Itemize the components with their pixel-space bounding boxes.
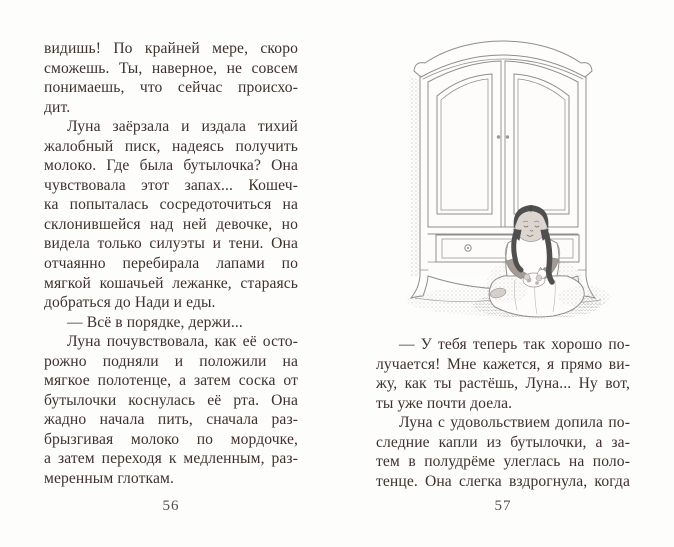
text-line: жадно начала пить, сначала раз- bbox=[44, 411, 298, 429]
text-line: рожно подняли и положили на bbox=[44, 352, 298, 370]
text-line: — У тебя теперь так хорошо по- bbox=[399, 336, 630, 353]
text-line: сможешь. Ты, наверное, не совсем bbox=[44, 59, 298, 77]
girl-left-shadow bbox=[487, 277, 527, 303]
page-57-text-column bbox=[376, 335, 630, 491]
girl-right-hand bbox=[536, 275, 542, 281]
text-line: — Всё в порядке, держи... bbox=[67, 313, 243, 331]
text-line: склонившейся над ней девочке, но bbox=[44, 215, 298, 233]
text-line: Луна заёрзала и издала тихий bbox=[67, 118, 298, 136]
text-line: мягкой кошачьей лежанке, стараясь bbox=[44, 274, 298, 292]
text-line: видела только силуэты и тени. Она bbox=[44, 235, 298, 253]
text-line: лучается! Мне кажется, я прямо ви- bbox=[376, 355, 630, 373]
wardrobe bbox=[411, 41, 595, 298]
text-line: мягкое полотенце, а затем соска от bbox=[44, 372, 298, 390]
side-shading bbox=[409, 76, 421, 276]
page-56-text-column bbox=[44, 39, 298, 489]
text-line: следние капли из бутылочки, а за- bbox=[376, 433, 630, 451]
text-line: добраться до Нади и еды. bbox=[44, 294, 216, 312]
text-line: тенце. Она слегка вздрогнула, когда bbox=[376, 472, 630, 490]
text-line: молоко. Где была бутылочка? Она bbox=[44, 157, 298, 175]
girl-right-shadow bbox=[559, 286, 611, 308]
text-line: чувствовала этот запах... Кошеч- bbox=[44, 176, 298, 194]
text-line: понимаешь, что сейчас происхо- bbox=[44, 79, 298, 97]
girl-left-hand bbox=[524, 274, 530, 280]
text-line: брызгивая молоко по мордочке, bbox=[44, 430, 298, 448]
text-line: тем в полудрёме улеглась на поло- bbox=[376, 453, 630, 471]
text-line: меренным глоткам. bbox=[44, 470, 174, 488]
text-line: дит. bbox=[44, 98, 71, 116]
text-line: а затем переходя к медленным, раз- bbox=[44, 450, 298, 468]
page-number-57: 57 bbox=[494, 498, 512, 514]
text-line: ка попыталась сосредоточиться на bbox=[44, 196, 298, 214]
text-line: жалобный писк, надеясь получить bbox=[44, 137, 298, 155]
text-line: жу, как ты растёшь, Луна... Ну вот, bbox=[376, 375, 630, 393]
text-line: отчаянно перебирала лапами по bbox=[44, 255, 298, 273]
text-line: Луна почувствовала, как её осто- bbox=[67, 333, 298, 351]
text-line: Луна с удовольствием допила по- bbox=[399, 414, 630, 432]
wardrobe-girl-illustration bbox=[395, 30, 625, 322]
page-number-56: 56 bbox=[162, 498, 180, 514]
text-line: ты уже почти доела. bbox=[376, 394, 513, 412]
text-line: бутылочки коснулась её рта. Она bbox=[44, 391, 298, 409]
text-line: видишь! По крайней мере, скоро bbox=[44, 40, 298, 57]
